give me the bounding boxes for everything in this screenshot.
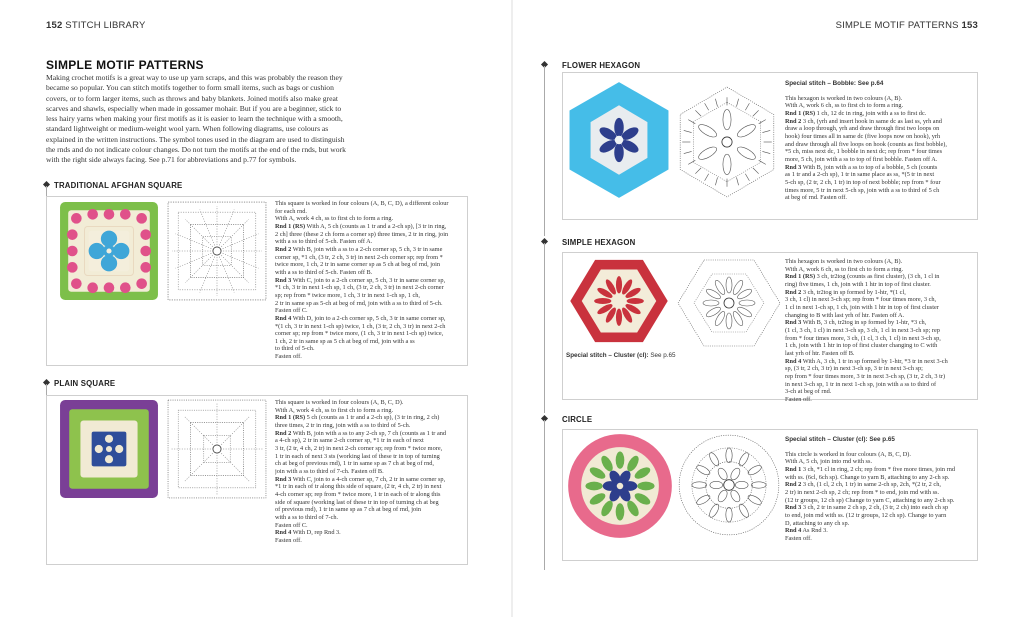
instruction-line: Rnd 1 3 ch, *1 cl in ring, 2 ch; rep from * five more times, join rnd (785, 465, 955, 473)
instruction-line: more, 5 ch, join with a ss to top of first bobble. Fasten off A. (785, 155, 938, 163)
instruction-line: 1 tr in each of next 3 sts (working last of these tr in top of turning (275, 452, 440, 460)
instruction-line: *(1 ch, 3 tr in next 1-ch sp) twice, 1 ch, (3 tr, 2 ch, 3 tr) in next 2-ch (275, 322, 446, 330)
instruction-line: 2 tr in same sp as 5-ch at beg of rnd, join with a ss to third of 5-ch. (275, 299, 443, 307)
special-stitch-note: Special stitch – Bobble: See p.64 (785, 80, 884, 87)
instruction-line: 1 ch, 2 tr in same sp as 5 ch at beg of rnd, join with a ss (275, 337, 415, 345)
instruction-line: 4-ch corner sp; rep from * twice more, 1 tr in each of tr along this (275, 490, 441, 498)
instruction-line: 3 tr, (2 tr, 4 ch, 2 tr) in next 2-ch corner sp; rep from * twice more, (275, 444, 443, 452)
pattern-text-plain (275, 399, 465, 544)
instruction-line: This square is worked in four colours (A, B, C, D), a different colour (275, 200, 449, 207)
instruction-line: With A, work 6 ch, ss to first ch to form a ring. (785, 265, 904, 273)
instruction-line: 2 ch] three (these 2 ch form a corner sp) three times, 2 tr in ring, join (275, 230, 449, 238)
instruction-line: ch at beg of previous rnd), 1 tr in same sp as 7 ch at beg of rnd, (275, 460, 434, 468)
pattern-text-simplehex (785, 258, 975, 403)
instruction-line: Rnd 4 With D, join to a 2-ch corner sp, 5 ch, 3 tr in same corner sp, (275, 314, 446, 322)
instruction-line: Rnd 2 3 ch, (yrh and insert hook in same dc as last ss, yrh and (785, 117, 942, 125)
plain-square-photo (58, 398, 160, 500)
instruction-line: Rnd 4 As Rnd 3. (785, 527, 828, 535)
instruction-line: three times, 2 tr in ring, join with a ss to third of 5-ch. (275, 421, 411, 429)
instruction-line: Rnd 4 With D, rep Rnd 3. (275, 529, 341, 537)
instruction-line: ring) five times, 1 ch, join with 1 htr in top of first cluster. (785, 280, 931, 288)
instruction-line: 5-ch sp, (2 tr, 2 ch, 1 tr) in top of next bobble; rep from * four (785, 178, 941, 186)
circle-motif-photo (566, 432, 674, 540)
simple-hexagon-diagram (676, 258, 782, 348)
folio-right (836, 20, 978, 31)
instruction-line: Rnd 3 With C, join to a 2-ch corner sp, 5 ch, 3 tr in same corner sp, (275, 276, 446, 284)
section-title-flower: FLOWER HEXAGON (562, 61, 641, 70)
instruction-line: Rnd 2 3 ch, (1 cl, 2 ch, 1 tr) in same 2-ch sp, 2ch, *(2 tr, 2 ch, (785, 481, 941, 489)
instruction-line: side of square (working last of these tr in top of turning ch at beg (275, 498, 439, 506)
section-title-simplehex: SIMPLE HEXAGON (562, 238, 636, 247)
instruction-line: 3-ch at beg of rnd. (785, 388, 832, 396)
instruction-line: changing to B with last yrh of htr. Fasten off A. (785, 311, 905, 319)
instruction-line: draw a loop through, yrh and draw through first two loops on (785, 125, 940, 133)
special-stitch-note: Special stitch – Cluster (cl): See p.65 (785, 436, 895, 443)
instruction-line: hook) four times all in same dc (five loops now on hook), yrh (785, 132, 941, 140)
instruction-line: Fasten off C. (275, 307, 308, 315)
section-rule-circle (544, 420, 545, 570)
instruction-line: Rnd 3 With B, 3 ch, tr2tog in sp formed by 1-htr, *3 ch, (785, 319, 927, 327)
instruction-line: Rnd 3 With C, join to a 4-ch corner sp, 7 ch, 2 tr in same corner sp, (275, 475, 446, 483)
folio-right-number: 153 (961, 20, 978, 31)
circle-motif-diagram (676, 432, 782, 538)
instruction-line: *1 tr in each of tr along this side of square, (2 tr, 4 ch, 2 tr) in next (275, 483, 442, 491)
instruction-line: last yrh of htr. Fasten off B. (785, 349, 855, 357)
simple-hexagon-photo (566, 258, 672, 344)
instruction-line: With A, 5 ch, join into rnd with ss. (785, 458, 873, 466)
instruction-line: and draw through all five loops on hook (counts as first bobble), (785, 140, 947, 148)
page-title: SIMPLE MOTIF PATTERNS (46, 58, 204, 72)
instruction-line: with a ss to third of 5-ch. Fasten off B. (275, 268, 373, 276)
flower-hexagon-diagram (676, 84, 778, 200)
instruction-line: in next 3-ch sp, 1 tr in next 1-ch sp, join with a ss to third of (785, 380, 937, 388)
instruction-line: 1 ch, join with 1 htr in top of first cluster changing to C with (785, 342, 938, 350)
instruction-line: twice more, 1 ch, 2 tr in same corner sp as 5 ch at beg of rnd, join (275, 261, 441, 269)
instruction-line: with a ss to third of 7-ch. (275, 513, 339, 521)
instruction-line: This circle is worked in four colours (A, B, C, D). (785, 450, 911, 458)
folio-left-text: STITCH LIBRARY (65, 20, 146, 31)
pattern-text-afghan (275, 200, 465, 361)
instruction-line: corner sp; rep from * twice more, (1 ch, 3 tr in next 1-ch sp) twice, (275, 330, 444, 338)
instruction-line: times more, 5 tr in next 5-ch sp, join with a ss to third of 5 ch (785, 186, 940, 194)
section-title-circle: CIRCLE (562, 415, 593, 424)
instruction-line: 3 ch, 1 cl) in next 3-ch sp; rep from * four times more, 3 ch, (785, 296, 937, 304)
caption-special-stitch-cluster (566, 352, 676, 359)
instruction-line: sp; rep from * twice more, 1 ch, 3 tr in next 1-ch sp, 1 ch, (275, 291, 420, 299)
instruction-line: Rnd 1 (RS) 3 ch, tr2tog (counts as first cluster), (3 ch, 1 cl in (785, 273, 940, 281)
instruction-line: Fasten off C. (275, 521, 308, 529)
caption-special-label: Special stitch – Cluster (cl): (566, 352, 649, 359)
instruction-line: With A, work 4 ch, ss to first ch to form a ring. (275, 215, 394, 223)
instruction-line: This square is worked in four colours (A, B, C, D). (275, 399, 404, 406)
instruction-line: 1 cl in next 1-ch sp, 1 ch, join with 1 htr in top of first cluster (785, 303, 939, 311)
instruction-line: Rnd 3 With B, join with a ss to top of a bobble, 5 ch (counts (785, 163, 938, 171)
section-rule-flower (544, 66, 545, 236)
instruction-line: Rnd 2 3 ch, tr2tog in sp formed by 1-htr, *(1 cl, (785, 288, 906, 296)
instruction-line: at beg of rnd. Fasten off. (785, 194, 847, 202)
flower-hexagon-photo (566, 80, 672, 200)
instruction-line: This hexagon is worked in two colours (A, B). (785, 94, 903, 102)
instruction-line: (12 tr groups, 12 ch sp) Change to yarn C, attaching to any 2-ch sp. (785, 496, 955, 504)
instruction-line: *1 ch, 3 tr in next 1-ch sp, 1 ch, (3 tr, 2 ch, 3 tr) in next 2-ch corner (275, 284, 444, 292)
instruction-line: corner sp, *1 ch, (3 tr, 2 ch, 3 tr) in next 2-ch corner sp; rep from * (275, 253, 443, 261)
folio-right-text: SIMPLE MOTIF PATTERNS (835, 20, 959, 31)
instruction-line: Fasten off. (785, 534, 812, 542)
section-title-afghan: TRADITIONAL AFGHAN SQUARE (54, 181, 183, 190)
instruction-line: Rnd 4 With A, 3 ch, 1 tr in sp formed by 1-htr, *3 tr in next 3-ch (785, 357, 948, 365)
instruction-line: Fasten off. (785, 395, 812, 403)
instruction-line: rep from * four times more, 3 tr in next 3-ch sp, (3 tr, 2 ch, 3 tr) (785, 372, 946, 380)
caption-special-ref: See p.65 (650, 352, 676, 359)
folio-left (46, 20, 146, 31)
instruction-line: sp, (3 tr, 2 ch, 3 tr) in next 3-ch sp, 3 tr in next 3-ch sp; (785, 365, 923, 373)
instruction-line: Fasten off. (275, 536, 302, 544)
pattern-text-circle (785, 436, 975, 543)
instruction-line: of previous rnd), 1 tr in same sp as 7 ch at beg of rnd, join (275, 506, 422, 514)
instruction-line: to third of 5-ch. (275, 345, 315, 353)
instruction-line: This hexagon is worked in two colours (A, B). (785, 258, 903, 265)
instruction-line: Rnd 1 (RS) 5 ch (counts as 1 tr and a 2-ch sp), (3 tr in ring, 2 ch) (275, 414, 440, 422)
instruction-line: Rnd 2 With B, join with a ss to any 2-ch sp, 7 ch (counts as 1 tr and (275, 429, 447, 437)
instruction-line: Rnd 3 3 ch, 2 tr in same 2 ch sp, 2 ch, (3 tr, 2 ch) into each ch sp (785, 504, 949, 512)
folio-left-number: 152 (46, 20, 63, 31)
instruction-line: Fasten off. (275, 353, 302, 361)
section-rule-afghan (46, 186, 47, 196)
instruction-line: 2 tr) in next 2-ch sp, 2 ch; rep from * to end, join rnd with ss. (785, 488, 940, 496)
instruction-line: join with a ss to third of 7-ch. Fasten off B. (275, 467, 384, 475)
instruction-line: for each rnd. (275, 207, 307, 215)
instruction-line: from * four times more, 3 ch, (1 cl, 3 ch, 1 cl) in next 3-ch sp, (785, 334, 941, 342)
intro-paragraph: Making crochet motifs is a great way to use up yarn scraps, and this was probably the reason they became so popular. You can stitch motifs together to form small items, such as bags or cushion covers, or to form larger items, such as throws and baby blankets. Joined motifs also make great scarves and shawls, especially when made in gossamer mohair. But if you are a beginner, stick to less hairy yarns when making your first motifs as it is easier to learn the technique with a smooth, standard lightweight or medium-weight wool yarn. When following diagrams, use colours as explained in the written instructions. The symbol tones used in the diagram are used to distinguish the rnds and do not indicate colour changes. Do not turn the motifs at the end of the rnds, but work with the right side always facing. See p.71 for abbreviations and p.77 for symbols. (46, 73, 346, 165)
instruction-line: Rnd 2 With B, join with a ss to a 2-ch corner sp, 5 ch, 3 tr in same (275, 245, 443, 253)
afghan-square-photo (58, 200, 160, 302)
instruction-line: D, attaching to any ch sp. (785, 519, 850, 527)
instruction-line: with ss. (6cl, 6ch sp). Change to yarn B, attaching to any 2-ch sp. (785, 473, 950, 481)
instruction-line: Rnd 1 (RS) 1 ch, 12 dc in ring, join with a ss to first dc. (785, 109, 927, 117)
page-gutter (511, 0, 513, 617)
instruction-line: Rnd 1 (RS) With A, 5 ch (counts as 1 tr and a 2-ch sp), [3 tr in ring, (275, 222, 447, 230)
instruction-line: With A, work 6 ch, ss to first ch to form a ring. (785, 102, 904, 110)
plain-square-diagram (166, 398, 268, 500)
instruction-line: *5 ch, miss next dc, 1 bobble in next dc; rep from * four times (785, 148, 943, 156)
afghan-square-diagram (166, 200, 268, 302)
instruction-line: a 4-ch sp), 2 tr in same 2-ch corner sp, *1 tr in each of next (275, 437, 424, 445)
instruction-line: to end, join rnd with ss. (12 tr groups, 12 ch sp). Change to yarn (785, 511, 947, 519)
instruction-line: with a ss to third of 5-ch. Fasten off A. (275, 238, 373, 246)
pattern-text-flower (785, 80, 975, 202)
section-rule-simplehex (544, 243, 545, 413)
instruction-line: (1 cl, 3 ch, 1 cl) in next 3-ch sp, 3 ch, 1 cl in next 3-ch sp; rep (785, 326, 940, 334)
instruction-line: With A, work 4 ch, ss to first ch to form a ring. (275, 406, 394, 414)
instruction-line: as 1 tr and a 2-ch sp), 1 tr in same place as ss, *(5 tr in next (785, 171, 935, 179)
section-title-plain: PLAIN SQUARE (54, 379, 116, 388)
